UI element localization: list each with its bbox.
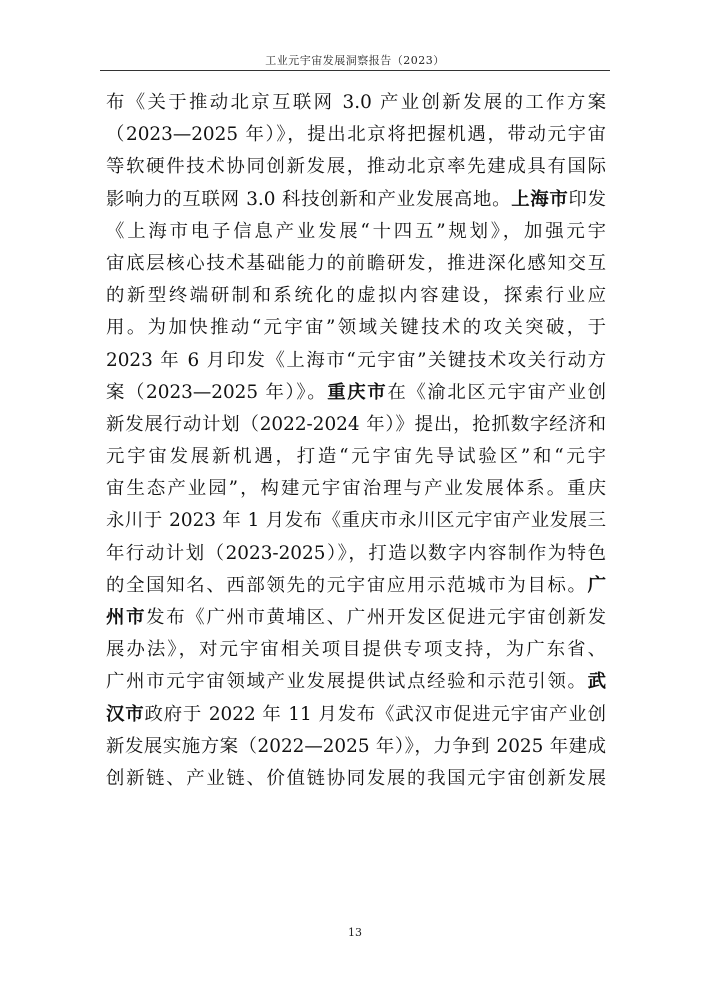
text-line <box>106 538 606 570</box>
text-run: 宙底层核心技术基础能力的前瞻研发，推进深化感知交互 <box>106 252 606 274</box>
text-run: 在《渝北区元宇宙产业创 <box>387 381 606 403</box>
highlighted-city-name: 上海市 <box>511 188 569 210</box>
text-run: 2023 年 6 月印发《上海市“元宇宙”关键技术攻关行动方 <box>106 349 606 371</box>
text-run: 永川于 2023 年 1 月发布《重庆市永川区元宇宙产业发展三 <box>106 510 606 532</box>
text-run: 宙生态产业园”，构建元宇宙治理与产业发展体系。重庆 <box>106 478 606 500</box>
text-line <box>106 119 606 151</box>
text-line <box>106 151 606 183</box>
text-run: 的全国知名、西部领先的元宇宙应用示范城市为目标。 <box>106 574 588 596</box>
highlighted-city-name: 汉市 <box>106 703 145 725</box>
text-line <box>106 731 606 763</box>
text-run: 元宇宙发展新机遇，打造“元宇宙先导试验区”和“元宇 <box>106 446 606 468</box>
text-run: 影响力的互联网 3.0 科技创新和产业发展高地。 <box>106 188 512 210</box>
text-line <box>106 345 606 377</box>
text-run: 案（2023—2025 年）》。 <box>106 381 328 403</box>
text-run: 等软硬件技术协同创新发展，推动北京率先建成具有国际 <box>106 156 606 178</box>
text-line <box>106 87 606 119</box>
text-line <box>106 312 606 344</box>
text-run: 的新型终端研制和系统化的虚拟内容建设，探索行业应 <box>106 285 606 307</box>
text-line <box>106 473 606 505</box>
text-run: 《上海市电子信息产业发展“十四五”规划》，加强元宇 <box>106 220 606 242</box>
header-divider <box>100 70 610 71</box>
highlighted-city-name: 武 <box>587 671 606 693</box>
text-line <box>106 699 606 731</box>
highlighted-city-name: 州市 <box>106 607 147 628</box>
text-line <box>106 763 606 795</box>
text-line <box>106 441 606 473</box>
text-line <box>106 184 606 216</box>
text-line <box>106 666 606 698</box>
text-run: 发布《广州市黄埔区、广州开发区促进元宇宙创新发 <box>146 607 606 628</box>
text-line <box>106 248 606 280</box>
text-run: 年行动计划（2023-2025）》，打造以数字内容制作为特色 <box>106 542 606 564</box>
text-line <box>106 570 606 602</box>
text-run: 印发 <box>568 188 606 210</box>
text-line <box>106 377 606 409</box>
text-line <box>106 280 606 312</box>
text-run: 创新链、产业链、价值链协同发展的我国元宇宙创新发展 <box>106 767 606 789</box>
text-run: 展办法》，对元宇宙相关项目提供专项支持，为广东省、 <box>106 639 606 661</box>
page-number: 13 <box>348 926 362 939</box>
highlighted-city-name: 重庆市 <box>327 381 388 403</box>
text-line <box>106 409 606 441</box>
text-line <box>106 505 606 537</box>
text-run: 新发展行动计划（2022-2024 年）》提出，抢抓数字经济和 <box>106 413 606 435</box>
text-run: 布《关于推动北京互联网 3.0 产业创新发展的工作方案 <box>106 92 606 113</box>
text-run: 政府于 2022 年 11 月发布《武汉市促进元宇宙产业创 <box>144 703 606 725</box>
text-line <box>106 602 606 634</box>
running-header: 工业元宇宙发展洞察报告（2023） <box>265 54 445 67</box>
text-line <box>106 216 606 248</box>
text-run: 广州市元宇宙领域产业发展提供试点经验和示范引领。 <box>106 671 588 693</box>
body-paragraph <box>106 87 606 795</box>
text-run: 用。为加快推动“元宇宙”领域关键技术的攻关突破，于 <box>106 317 606 339</box>
text-run: 新发展实施方案（2022—2025 年）》，力争到 2025 年建成 <box>106 735 606 757</box>
highlighted-city-name: 广 <box>587 574 606 596</box>
text-run: （2023—2025 年）》，提出北京将把握机遇，带动元宇宙 <box>106 124 606 146</box>
text-line <box>106 634 606 666</box>
